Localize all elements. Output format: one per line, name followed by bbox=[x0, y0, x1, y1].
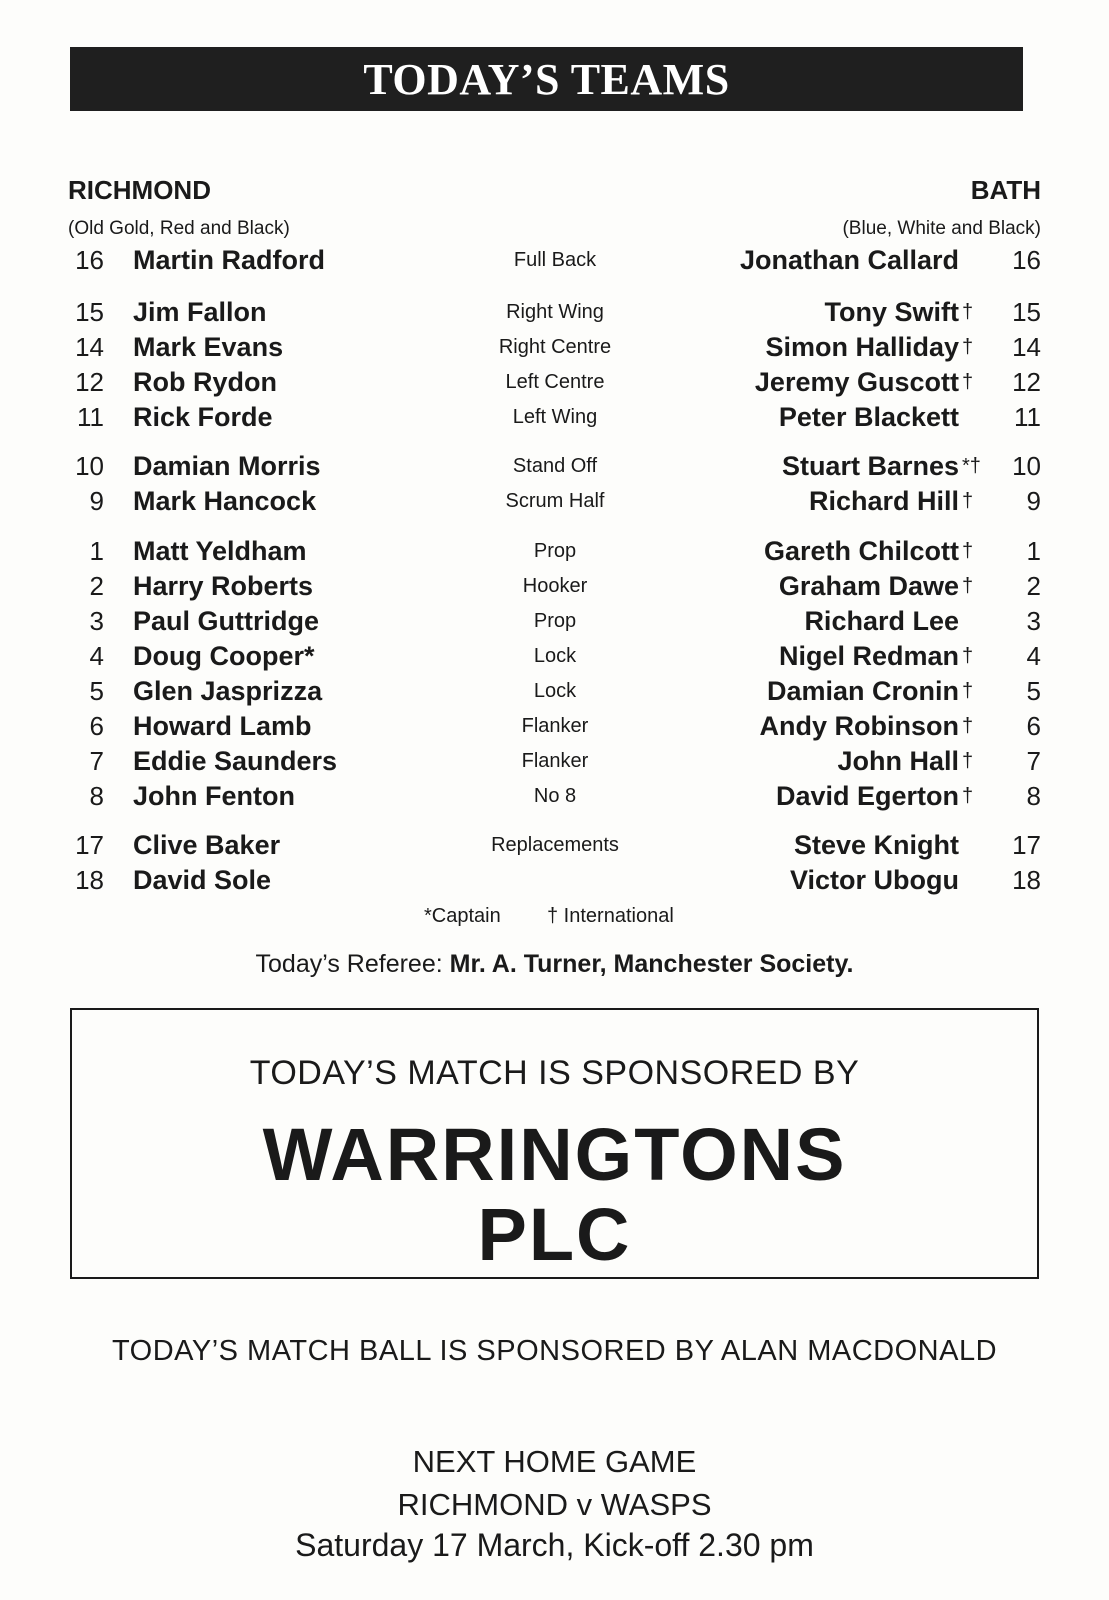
roster-row bbox=[0, 400, 1109, 434]
roster-row bbox=[0, 365, 1109, 399]
roster-row bbox=[0, 744, 1109, 778]
position-label: Stand Off bbox=[512, 455, 598, 477]
home-player-number: 12 bbox=[75, 367, 104, 397]
home-player-name: Eddie Saunders bbox=[133, 746, 338, 776]
away-player-number: 18 bbox=[1012, 865, 1041, 895]
away-player-number: 4 bbox=[1026, 641, 1041, 671]
legend-international: † International bbox=[547, 905, 674, 927]
away-player-name: Peter Blackett bbox=[778, 402, 959, 432]
roster-row bbox=[0, 243, 1109, 277]
roster-row bbox=[0, 674, 1109, 708]
roster-row bbox=[0, 709, 1109, 743]
roster-row bbox=[0, 295, 1109, 329]
home-player-name: Mark Evans bbox=[133, 332, 284, 362]
away-player-name: Simon Halliday bbox=[765, 332, 959, 362]
home-player-number: 6 bbox=[89, 711, 104, 741]
roster-row bbox=[0, 779, 1109, 813]
away-player-number: 14 bbox=[1012, 332, 1041, 362]
roster-row bbox=[0, 330, 1109, 364]
sponsor-name-line1: WARRINGTONS bbox=[262, 1113, 847, 1196]
roster-row bbox=[0, 449, 1109, 483]
away-player-name: Jonathan Callard bbox=[739, 245, 959, 275]
position-label: Lock bbox=[533, 645, 577, 667]
home-player-name: Howard Lamb bbox=[133, 711, 312, 741]
next-game-details: Saturday 17 March, Kick-off 2.30 pm bbox=[295, 1527, 814, 1563]
away-player-marks: † bbox=[962, 680, 974, 702]
position-label: Left Wing bbox=[512, 406, 598, 428]
away-player-name: Gareth Chilcott bbox=[763, 536, 959, 566]
home-player-name: Doug Cooper* bbox=[133, 641, 315, 671]
home-player-number: 2 bbox=[89, 571, 104, 601]
roster-row bbox=[0, 604, 1109, 638]
away-player-marks: † bbox=[962, 715, 974, 737]
roster-row bbox=[0, 863, 1109, 897]
away-team-colours: (Blue, White and Black) bbox=[842, 218, 1041, 239]
referee-line bbox=[0, 950, 1109, 979]
position-label: Flanker bbox=[521, 715, 589, 737]
roster-row bbox=[0, 484, 1109, 518]
away-player-number: 3 bbox=[1026, 606, 1041, 636]
home-player-name: Mark Hancock bbox=[133, 486, 317, 516]
home-player-number: 3 bbox=[89, 606, 104, 636]
home-player-name: Matt Yeldham bbox=[133, 536, 307, 566]
away-player-marks: † bbox=[962, 785, 974, 807]
away-player-name: Damian Cronin bbox=[766, 676, 959, 706]
position-label: Prop bbox=[533, 540, 577, 562]
next-game-matchup: RICHMOND v WASPS bbox=[397, 1487, 712, 1522]
away-player-number: 8 bbox=[1026, 781, 1041, 811]
away-player-number: 10 bbox=[1012, 451, 1041, 481]
home-player-number: 9 bbox=[89, 486, 104, 516]
away-player-number: 5 bbox=[1026, 676, 1041, 706]
home-player-name: Clive Baker bbox=[133, 830, 281, 860]
position-label: Flanker bbox=[521, 750, 589, 772]
away-player-name: Tony Swift bbox=[824, 297, 959, 327]
home-player-name: Glen Jasprizza bbox=[133, 676, 323, 706]
home-player-name: Harry Roberts bbox=[133, 571, 314, 601]
away-player-name: John Hall bbox=[837, 746, 959, 776]
home-team-colours: (Old Gold, Red and Black) bbox=[68, 218, 290, 239]
away-player-number: 17 bbox=[1012, 830, 1041, 860]
position-label: Left Centre bbox=[505, 371, 605, 393]
away-player-marks: † bbox=[962, 371, 974, 393]
sponsor-intro: TODAY’S MATCH IS SPONSORED BY bbox=[249, 1054, 860, 1092]
sponsor-box bbox=[70, 1008, 1039, 1279]
home-player-number: 17 bbox=[75, 830, 104, 860]
home-player-name: Rob Rydon bbox=[133, 367, 277, 397]
home-player-number: 8 bbox=[89, 781, 104, 811]
away-player-name: Nigel Redman bbox=[778, 641, 959, 671]
away-player-number: 16 bbox=[1012, 245, 1041, 275]
position-label: Prop bbox=[533, 610, 577, 632]
referee-label: Today’s Referee: bbox=[255, 950, 443, 978]
away-player-number: 1 bbox=[1026, 536, 1041, 566]
home-player-number: 4 bbox=[89, 641, 104, 671]
home-player-name: Martin Radford bbox=[133, 245, 325, 275]
home-player-name: Jim Fallon bbox=[133, 297, 267, 327]
away-player-marks: † bbox=[962, 575, 974, 597]
away-player-name: Graham Dawe bbox=[778, 571, 959, 601]
home-player-number: 10 bbox=[75, 451, 104, 481]
page-title: TODAY’S TEAMS bbox=[363, 54, 730, 104]
home-player-number: 16 bbox=[75, 245, 104, 275]
away-player-marks: *† bbox=[962, 455, 981, 477]
away-player-name: Steve Knight bbox=[793, 830, 959, 860]
away-player-name: Victor Ubogu bbox=[789, 865, 959, 895]
roster-row bbox=[0, 639, 1109, 673]
roster-row bbox=[0, 534, 1109, 568]
away-player-number: 6 bbox=[1026, 711, 1041, 741]
position-label: Right Centre bbox=[498, 336, 612, 358]
away-player-name: David Egerton bbox=[775, 781, 959, 811]
away-player-number: 12 bbox=[1012, 367, 1041, 397]
away-player-name: Stuart Barnes bbox=[781, 451, 959, 481]
home-player-name: John Fenton bbox=[133, 781, 295, 811]
sponsor-name-line2: PLC bbox=[477, 1193, 632, 1276]
home-player-number: 18 bbox=[75, 865, 104, 895]
home-player-number: 11 bbox=[77, 402, 104, 432]
position-label: Scrum Half bbox=[505, 490, 605, 512]
away-player-number: 11 bbox=[1014, 402, 1041, 432]
position-label: Hooker bbox=[522, 575, 588, 597]
away-player-name: Jeremy Guscott bbox=[754, 367, 959, 397]
legend-captain: *Captain bbox=[424, 905, 501, 927]
position-label: Lock bbox=[533, 680, 577, 702]
home-team-name: RICHMOND bbox=[68, 175, 211, 205]
away-player-name: Richard Lee bbox=[804, 606, 959, 636]
away-player-name: Richard Hill bbox=[808, 486, 959, 516]
away-player-number: 9 bbox=[1026, 486, 1041, 516]
position-label: Replacements bbox=[491, 834, 619, 856]
position-label: Full Back bbox=[513, 249, 597, 271]
away-player-name: Andy Robinson bbox=[759, 711, 959, 741]
away-player-marks: † bbox=[962, 301, 974, 323]
away-player-number: 7 bbox=[1026, 746, 1041, 776]
home-player-number: 1 bbox=[89, 536, 104, 566]
position-label: Right Wing bbox=[506, 301, 604, 323]
home-player-name: Rick Forde bbox=[133, 402, 273, 432]
away-player-marks: † bbox=[962, 750, 974, 772]
away-team-name: BATH bbox=[970, 175, 1041, 205]
home-player-number: 7 bbox=[89, 746, 104, 776]
away-player-marks: † bbox=[962, 336, 974, 358]
next-game-heading: NEXT HOME GAME bbox=[412, 1444, 697, 1479]
away-player-marks: † bbox=[962, 490, 974, 512]
position-label: No 8 bbox=[533, 785, 577, 807]
home-player-name: Paul Guttridge bbox=[133, 606, 320, 636]
home-player-name: David Sole bbox=[133, 865, 272, 895]
home-player-number: 5 bbox=[89, 676, 104, 706]
home-player-number: 14 bbox=[75, 332, 104, 362]
away-player-number: 15 bbox=[1012, 297, 1041, 327]
match-ball-sponsor: TODAY’S MATCH BALL IS SPONSORED BY ALAN MACDONALD bbox=[111, 1335, 998, 1367]
roster-row bbox=[0, 828, 1109, 862]
roster-row bbox=[0, 569, 1109, 603]
home-player-name: Damian Morris bbox=[133, 451, 321, 481]
home-player-number: 15 bbox=[75, 297, 104, 327]
page-title-banner bbox=[70, 47, 1023, 111]
referee-name: Mr. A. Turner, Manchester Society. bbox=[449, 950, 854, 978]
away-player-number: 2 bbox=[1026, 571, 1041, 601]
away-player-marks: † bbox=[962, 645, 974, 667]
away-player-marks: † bbox=[962, 540, 974, 562]
